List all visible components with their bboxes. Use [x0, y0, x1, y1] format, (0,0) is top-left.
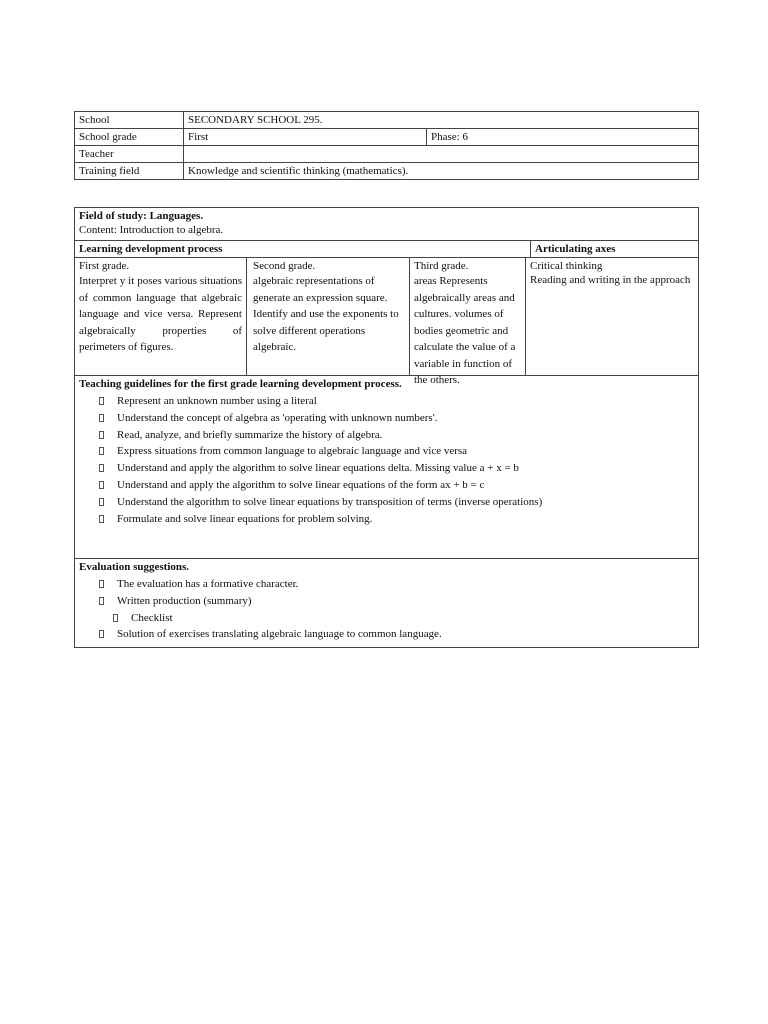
- table-row: [75, 163, 699, 180]
- checkbox-icon: [99, 580, 104, 588]
- table-row: [75, 112, 699, 129]
- training-field-value: Knowledge and scientific thinking (mathematics).: [184, 163, 699, 180]
- grade-text: Interpret y it poses various situations of common language that algebraic language and vice versa. Represent algebraically properties of perimeters of figures.: [79, 275, 242, 353]
- guidelines-list: [79, 393, 694, 527]
- checkbox-icon: [99, 630, 104, 638]
- ldp-header-row: [75, 241, 698, 258]
- school-label: School: [75, 112, 184, 129]
- evaluation-title: Evaluation suggestions.: [79, 561, 190, 573]
- list-item: Solution of exercises translating algebraic language to common language.: [99, 626, 694, 643]
- evaluation-section: [75, 559, 698, 647]
- list-item: Understand and apply the algorithm to solve linear equations of the form ax + b = c: [99, 477, 694, 494]
- axes-cell: [526, 258, 698, 375]
- phase-value: Phase: 6: [427, 129, 699, 146]
- table-row: [75, 146, 699, 163]
- list-item: The evaluation has a formative character.: [99, 576, 694, 593]
- school-value: SECONDARY SCHOOL 295.: [184, 112, 699, 129]
- list-item: Understand and apply the algorithm to solve linear equations delta. Missing value a + x = b: [99, 460, 694, 477]
- checkbox-icon: [99, 597, 104, 605]
- checkbox-icon: [99, 414, 104, 422]
- content-line: Content: Introduction to algebra.: [79, 224, 224, 236]
- axis-item: Reading and writing in the approach: [530, 274, 691, 286]
- grade-title: Third grade.: [414, 260, 469, 272]
- table-row: [75, 129, 699, 146]
- teacher-value: [184, 146, 699, 163]
- list-item: Represent an unknown number using a literal: [99, 393, 694, 410]
- curriculum-table: [74, 207, 699, 648]
- checkbox-icon: [99, 431, 104, 439]
- field-of-study-section: [75, 208, 698, 241]
- teacher-label: Teacher: [75, 146, 184, 163]
- checkbox-icon: [99, 464, 104, 472]
- list-item: Understand the algorithm to solve linear equations by transposition of terms (inverse operations): [99, 494, 694, 511]
- checkbox-icon: [99, 397, 104, 405]
- training-field-label: Training field: [75, 163, 184, 180]
- checkbox-icon: [99, 498, 104, 506]
- first-grade-cell: [75, 258, 247, 375]
- grade-label: School grade: [75, 129, 184, 146]
- grade-text: areas Represents algebraically areas and cultures. volumes of bodies geometric and calculate the value of a variable in function of the others.: [414, 275, 516, 386]
- school-info-table: [74, 111, 699, 180]
- guidelines-section: [75, 376, 698, 559]
- list-item: Understand the concept of algebra as 'operating with unknown numbers'.: [99, 410, 694, 427]
- grade-value: First: [184, 129, 427, 146]
- axis-item: Critical thinking: [530, 260, 603, 272]
- grade-title: Second grade.: [253, 260, 316, 272]
- grade-title: First grade.: [79, 260, 130, 272]
- checkbox-icon: [99, 481, 104, 489]
- second-grade-cell: [247, 258, 410, 375]
- guidelines-title: Teaching guidelines for the first grade learning development process.: [79, 378, 402, 390]
- checkbox-icon: [99, 515, 104, 523]
- grade-text: algebraic representations of generate an expression square. Identify and use the exponents to solve different operations algebraic.: [253, 275, 399, 353]
- checkbox-icon: [99, 447, 104, 455]
- ldp-header: Learning development process: [75, 241, 531, 257]
- checkbox-icon: [113, 614, 118, 622]
- list-item: Formulate and solve linear equations for problem solving.: [99, 511, 694, 528]
- list-item: Checklist: [79, 610, 694, 626]
- list-item: Express situations from common language to algebraic language and vice versa: [99, 443, 694, 460]
- list-item: Written production (summary): [99, 593, 694, 610]
- evaluation-list: [79, 576, 694, 610]
- evaluation-list: [79, 626, 694, 643]
- axes-header: Articulating axes: [535, 243, 616, 255]
- third-grade-cell: [410, 258, 526, 386]
- list-item: Read, analyze, and briefly summarize the history of algebra.: [99, 427, 694, 444]
- field-of-study: Field of study: Languages.: [79, 210, 204, 222]
